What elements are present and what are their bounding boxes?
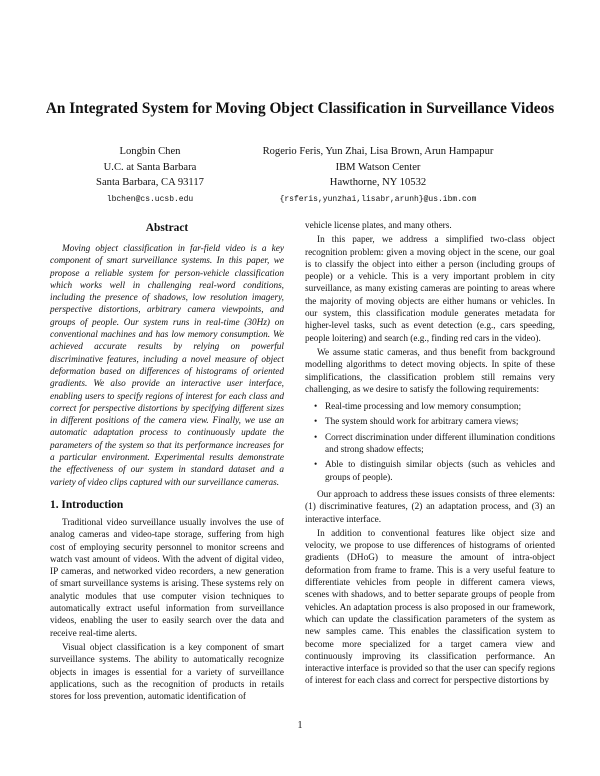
list-item: • The system should work for arbitrary camera views; [325,416,555,428]
body-paragraph: Our approach to address these issues consists of three elements: (1) discriminative features, (2) an adaptation process, and (3) an interactive interface. [305,489,555,525]
left-column [50,222,284,703]
author-address: Hawthorne, NY 10532 [329,177,427,188]
paper-title: An Integrated System for Moving Object Classification in Surveillance Videos [45,100,555,117]
body-paragraph: vehicle license plates, and many others. [305,221,452,231]
right-column [305,220,555,688]
section-heading-introduction: 1. Introduction [50,498,124,511]
list-item: • Real-time processing and low memory consumption; [325,401,555,413]
author-address: Santa Barbara, CA 93117 [96,177,204,188]
body-paragraph: We assume static cameras, and thus benefit from background modelling algorithms to detect moving objects. In spite of these simplifications, the classification problem still remains very challenging, as we desire to satisfy the following requirements: [305,347,555,395]
abstract-heading: Abstract [145,222,189,234]
intro-paragraph: Visual object classification is a key component of smart surveillance systems. The ability to automatically recognize objects in images is essential for a variety of surveillance applications, such as the recognition of products in retails stores for loss prevention, automatic identification of [50,642,284,703]
body-paragraph: In addition to conventional features like object size and velocity, we propose to use differences of histograms of oriented gradients (DHoG) to measure the amount of intra-object deformation from frame to frame. This is a very useful feature to differentiate vehicles from people in different camera views, scenes with shadows, and to better separate groups of people from vehicles. An adaptation process is also proposed in our framework, which can update the classification parameters of the system as new samples came. This enables the classification system to become more specialized for a target camera view and continuously improving its classification performance. An interactive interface is provided so that the user can specify regions of interest for each class and correct for perspective distortions by [305,528,555,687]
author-affiliation: IBM Watson Center [335,161,421,173]
author-email: lbchen@cs.ucsb.edu [106,194,194,204]
requirements-list [305,401,555,484]
author-name: Rogerio Feris, Yun Zhai, Lisa Brown, Arun Hampapur [262,146,494,157]
author-block-1 [75,144,225,207]
author-name: Longbin Chen [119,146,181,157]
list-item: • Able to distinguish similar objects (such as vehicles and groups of people). [325,459,555,484]
intro-paragraph: Traditional video surveillance usually involves the use of analog cameras and video-tape storage, suffering from high cost of employing security personnel to monitor screens and watch vast amount of videos. With the advent of digital video, IP cameras, and networked video recorders, a new generation of smart surveillance systems is arising. These systems rely on analytic modules that use computer vision techniques to automatically extract useful information from surveillance videos, enabling the user to easily search over the data and receive real-time alerts. [50,517,284,639]
list-item: • Correct discrimination under different illumination conditions and strong shadow effects; [325,432,555,457]
author-affiliation: U.C. at Santa Barbara [103,161,197,173]
abstract-text: Moving object classification in far-field video is a key component of smart surveillance systems. In this paper, we propose a reliable system for person-vehicle classification which works well in challenging real-word conditions, including the presence of shadows, low resolution imagery, perspective distortions, arbitrary camera viewpoints, and groups of people. Our system runs in real-time (30Hz) on conventional machines and has low memory consumption. We achieved accurate results by relying on powerful discriminative features, including a novel measure of object deformation based on differences of histograms of oriented gradients. We also provide an interactive user interface, enabling users to specify regions of interest for each class and correct for perspective distortions by specifying different sizes in different positions of the camera view. Finally, we use an automatic adaptation process to continuously update the parameters of the system so that its performance increases for a particular environment. Experimental results demonstrate the effectiveness of our system in standard dataset and a variety of video clips captured with our surveillance cameras. [50,244,284,488]
body-paragraph: In this paper, we address a simplified two-class object recognition problem: given a moving object in the scene, our goal is to classify the object into either a person (including groups of people) or a vehicle. This is a very important problem in city surveillance, as many existing cameras are pointing to areas where the majority of moving objects are either humans or vehicles. In our system, this classification module generates metadata for higher-level tasks, such as event detection (e.g., cars speeding, people loitering) and search (e.g., finding red cars in the video). [305,235,555,344]
author-block-2 [228,144,528,207]
page-number: 1 [297,720,303,731]
author-email: {rsferis,yunzhai,lisabr,arunh}@us.ibm.com [279,194,477,204]
